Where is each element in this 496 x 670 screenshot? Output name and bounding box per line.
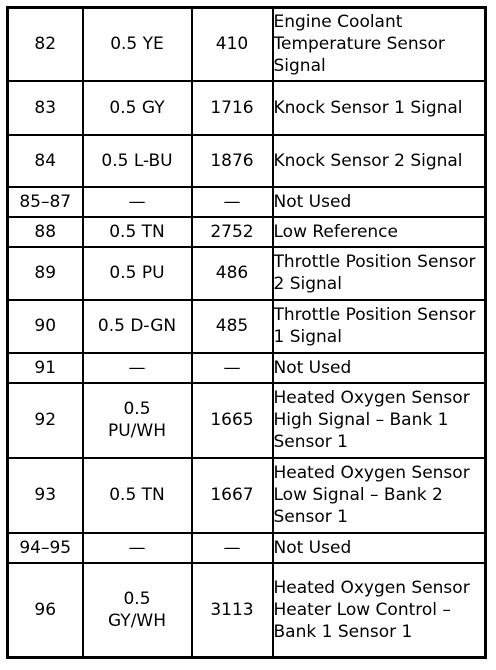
circuit-number-cell: 485 <box>192 300 273 353</box>
function-cell: Knock Sensor 2 Signal <box>273 135 486 187</box>
pin-number-cell: 93 <box>8 458 83 533</box>
wire-size-color-cell: — <box>83 187 192 217</box>
circuit-number-cell: — <box>192 533 273 563</box>
wire-size-color-cell: 0.5 PU <box>83 247 192 300</box>
wire-size-color-cell: 0.5 D-GN <box>83 300 192 353</box>
function-cell: Heated Oxygen Sensor High Signal – Bank 1 Sensor 1 <box>273 383 486 458</box>
function-cell: Engine Coolant Temperature Sensor Signal <box>273 8 486 81</box>
circuit-number-cell: 3113 <box>192 563 273 658</box>
pin-number-cell: 90 <box>8 300 83 353</box>
wire-size-color-cell: 0.5 PU/WH <box>83 383 192 458</box>
table-row <box>8 533 486 563</box>
pin-number-cell: 83 <box>8 81 83 135</box>
function-cell: Not Used <box>273 353 486 383</box>
table-row <box>8 383 486 458</box>
wire-size-color-cell: 0.5 L-BU <box>83 135 192 187</box>
wire-size-color-cell: 0.5 GY <box>83 81 192 135</box>
function-cell: Throttle Position Sensor 2 Signal <box>273 247 486 300</box>
table-row <box>8 8 486 81</box>
connector-pinout-table <box>6 6 487 659</box>
pin-number-cell: 91 <box>8 353 83 383</box>
pin-number-cell: 94–95 <box>8 533 83 563</box>
function-cell: Knock Sensor 1 Signal <box>273 81 486 135</box>
function-cell: Low Reference <box>273 217 486 247</box>
wire-size-color-cell: — <box>83 533 192 563</box>
function-cell: Not Used <box>273 187 486 217</box>
table-row <box>8 247 486 300</box>
pin-number-cell: 84 <box>8 135 83 187</box>
circuit-number-cell: 2752 <box>192 217 273 247</box>
circuit-number-cell: 410 <box>192 8 273 81</box>
function-cell: Heated Oxygen Sensor Heater Low Control – Bank 1 Sensor 1 <box>273 563 486 658</box>
table-row <box>8 217 486 247</box>
pin-number-cell: 92 <box>8 383 83 458</box>
circuit-number-cell: — <box>192 353 273 383</box>
table-row <box>8 353 486 383</box>
circuit-number-cell: 1876 <box>192 135 273 187</box>
wire-size-color-cell: 0.5 GY/WH <box>83 563 192 658</box>
circuit-number-cell: 1667 <box>192 458 273 533</box>
pin-number-cell: 88 <box>8 217 83 247</box>
circuit-number-cell: 486 <box>192 247 273 300</box>
wire-size-color-cell: — <box>83 353 192 383</box>
wire-size-color-cell: 0.5 YE <box>83 8 192 81</box>
wire-size-color-cell: 0.5 TN <box>83 458 192 533</box>
pin-number-cell: 89 <box>8 247 83 300</box>
pin-number-cell: 85–87 <box>8 187 83 217</box>
function-cell: Throttle Position Sensor 1 Signal <box>273 300 486 353</box>
circuit-number-cell: — <box>192 187 273 217</box>
table-row <box>8 187 486 217</box>
pin-number-cell: 82 <box>8 8 83 81</box>
circuit-number-cell: 1665 <box>192 383 273 458</box>
table-row <box>8 300 486 353</box>
table-row <box>8 563 486 658</box>
table-row <box>8 81 486 135</box>
function-cell: Not Used <box>273 533 486 563</box>
circuit-number-cell: 1716 <box>192 81 273 135</box>
wire-size-color-cell: 0.5 TN <box>83 217 192 247</box>
pin-number-cell: 96 <box>8 563 83 658</box>
table-row <box>8 458 486 533</box>
table-row <box>8 135 486 187</box>
function-cell: Heated Oxygen Sensor Low Signal – Bank 2 Sensor 1 <box>273 458 486 533</box>
